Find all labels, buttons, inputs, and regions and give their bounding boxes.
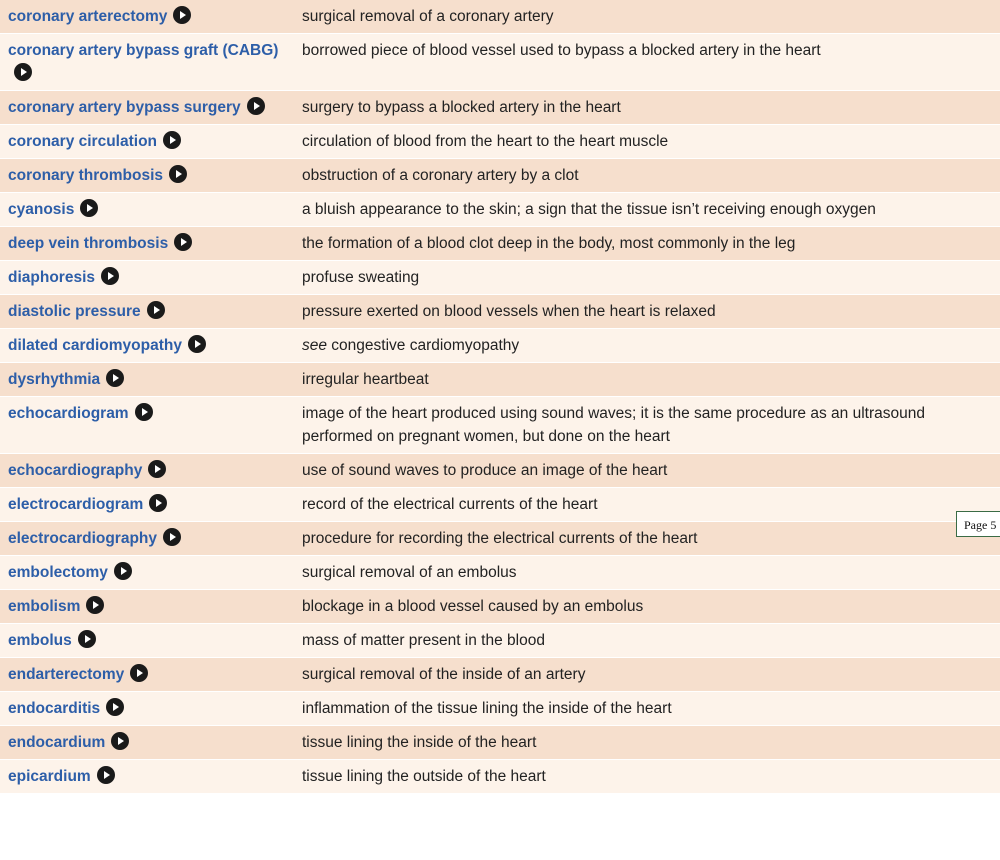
glossary-term-cell [0,227,300,261]
glossary-row [0,193,1000,227]
glossary-row [0,0,1000,34]
glossary-term-link[interactable]: coronary artery bypass surgery [8,99,241,116]
glossary-definition-cell [300,34,1000,91]
glossary-row [0,590,1000,624]
glossary-term-cell [0,34,300,91]
play-circle-icon[interactable] [111,732,129,750]
glossary-definition-cell [300,624,1000,658]
glossary-definition-cell [300,454,1000,488]
glossary-row [0,760,1000,794]
glossary-term-link[interactable]: coronary arterectomy [8,8,168,25]
play-circle-icon[interactable] [163,131,181,149]
glossary-term-link[interactable]: endocardium [8,734,106,751]
glossary-term-cell [0,556,300,590]
glossary-term-link[interactable]: diaphoresis [8,269,95,286]
glossary-definition-cell [300,329,1000,363]
play-circle-icon[interactable] [149,494,167,512]
glossary-definition-cell [300,590,1000,624]
glossary-definition-text: congestive cardiomyopathy [327,337,520,354]
glossary-term-link[interactable]: deep vein thrombosis [8,235,169,252]
glossary-definition-cell [300,363,1000,397]
glossary-definition-text: use of sound waves to produce an image of the heart [302,462,668,479]
play-circle-icon[interactable] [14,63,32,81]
glossary-definition-cell [300,658,1000,692]
glossary-definition-cell [300,91,1000,125]
glossary-definition-text: borrowed piece of blood vessel used to bypass a blocked artery in the heart [302,42,821,59]
glossary-definition-text: tissue lining the inside of the heart [302,734,537,751]
glossary-term-cell [0,658,300,692]
play-circle-icon[interactable] [106,698,124,716]
play-circle-icon[interactable] [86,596,104,614]
glossary-term-cell [0,159,300,193]
glossary-row [0,125,1000,159]
glossary-term-link[interactable]: dysrhythmia [8,371,101,388]
glossary-term-cell [0,91,300,125]
play-circle-icon[interactable] [247,97,265,115]
play-circle-icon[interactable] [80,199,98,217]
glossary-definition-cell [300,0,1000,34]
glossary-row [0,397,1000,454]
glossary-row [0,363,1000,397]
play-circle-icon[interactable] [114,562,132,580]
glossary-term-cell [0,0,300,34]
glossary-definition-text: mass of matter present in the blood [302,632,545,649]
glossary-term-link[interactable]: embolus [8,632,72,649]
glossary-definition-cell [300,261,1000,295]
glossary-term-link[interactable]: coronary circulation [8,133,158,150]
glossary-term-cell [0,726,300,760]
glossary-definition-cell [300,760,1000,794]
definition-see-prefix: see [302,337,327,354]
glossary-row [0,329,1000,363]
glossary-definition-text: image of the heart produced using sound waves; it is the same procedure as an ultrasound performed on pregnant women, but done on the heart [302,405,925,445]
glossary-row [0,556,1000,590]
glossary-definition-text: blockage in a blood vessel caused by an embolus [302,598,644,615]
glossary-term-link[interactable]: echocardiography [8,462,143,479]
play-circle-icon[interactable] [169,165,187,183]
glossary-term-link[interactable]: echocardiogram [8,405,129,422]
glossary-term-link[interactable]: cyanosis [8,201,75,218]
glossary-term-cell [0,522,300,556]
glossary-definition-cell [300,488,1000,522]
glossary-term-cell [0,397,300,454]
page-marker: Page 5 [956,511,1000,537]
glossary-term-cell [0,295,300,329]
glossary-term-link[interactable]: dilated cardiomyopathy [8,337,182,354]
glossary-definition-cell [300,295,1000,329]
glossary-term-cell [0,590,300,624]
glossary-definition-text: irregular heartbeat [302,371,429,388]
glossary-term-cell [0,329,300,363]
glossary-definition-cell [300,726,1000,760]
play-circle-icon[interactable] [97,766,115,784]
glossary-definition-text: pressure exerted on blood vessels when the heart is relaxed [302,303,716,320]
glossary-term-link[interactable]: diastolic pressure [8,303,141,320]
glossary-row [0,692,1000,726]
glossary-term-link[interactable]: endocarditis [8,700,101,717]
glossary-term-link[interactable]: electrocardiogram [8,496,144,513]
play-circle-icon[interactable] [173,6,191,24]
play-circle-icon[interactable] [148,460,166,478]
glossary-definition-cell [300,125,1000,159]
glossary-row [0,488,1000,522]
glossary-row [0,159,1000,193]
glossary-term-cell [0,624,300,658]
play-circle-icon[interactable] [135,403,153,421]
glossary-row [0,91,1000,125]
glossary-definition-text: the formation of a blood clot deep in the body, most commonly in the leg [302,235,796,252]
glossary-term-cell [0,760,300,794]
glossary-definition-text: record of the electrical currents of the heart [302,496,598,513]
play-circle-icon[interactable] [101,267,119,285]
glossary-definition-text: circulation of blood from the heart to the heart muscle [302,133,669,150]
glossary-term-cell [0,454,300,488]
play-circle-icon[interactable] [188,335,206,353]
glossary-definition-cell [300,522,1000,556]
glossary-row [0,454,1000,488]
glossary-term-link[interactable]: embolectomy [8,564,108,581]
glossary-row [0,624,1000,658]
glossary-definition-text: a bluish appearance to the skin; a sign that the tissue isn’t receiving enough oxygen [302,201,876,218]
glossary-definition-cell [300,556,1000,590]
glossary-term-link[interactable]: embolism [8,598,81,615]
glossary-definition-text: surgical removal of a coronary artery [302,8,554,25]
glossary-term-link[interactable]: coronary artery bypass graft (CABG) [8,42,279,59]
glossary-definition-text: surgery to bypass a blocked artery in the heart [302,99,621,116]
glossary-term-cell [0,363,300,397]
glossary-term-cell [0,488,300,522]
play-circle-icon[interactable] [147,301,165,319]
glossary-term-link[interactable]: coronary thrombosis [8,167,164,184]
glossary-term-cell [0,193,300,227]
glossary-row [0,34,1000,91]
glossary-definition-cell [300,227,1000,261]
play-circle-icon[interactable] [106,369,124,387]
glossary-row [0,658,1000,692]
glossary-definition-cell [300,193,1000,227]
glossary-definition-cell [300,397,1000,454]
glossary-definition-text: obstruction of a coronary artery by a clot [302,167,579,184]
glossary-definition-text: procedure for recording the electrical currents of the heart [302,530,698,547]
glossary-definition-cell [300,159,1000,193]
glossary-row [0,227,1000,261]
glossary-row [0,295,1000,329]
glossary-definition-text: surgical removal of the inside of an artery [302,666,586,683]
glossary-definition-cell [300,692,1000,726]
glossary-definition-text: surgical removal of an embolus [302,564,517,581]
play-circle-icon[interactable] [163,528,181,546]
glossary-definition-text: tissue lining the outside of the heart [302,768,546,785]
glossary-term-cell [0,125,300,159]
glossary-term-cell [0,692,300,726]
glossary-term-link[interactable]: electrocardiography [8,530,158,547]
glossary-definition-text: profuse sweating [302,269,420,286]
glossary-term-cell [0,261,300,295]
glossary-definition-text: inflammation of the tissue lining the inside of the heart [302,700,672,717]
play-circle-icon[interactable] [130,664,148,682]
play-circle-icon[interactable] [174,233,192,251]
glossary-row [0,261,1000,295]
play-circle-icon[interactable] [78,630,96,648]
glossary-row [0,726,1000,760]
glossary-term-link[interactable]: endarterectomy [8,666,125,683]
glossary-term-link[interactable]: epicardium [8,768,91,785]
glossary-row [0,522,1000,556]
